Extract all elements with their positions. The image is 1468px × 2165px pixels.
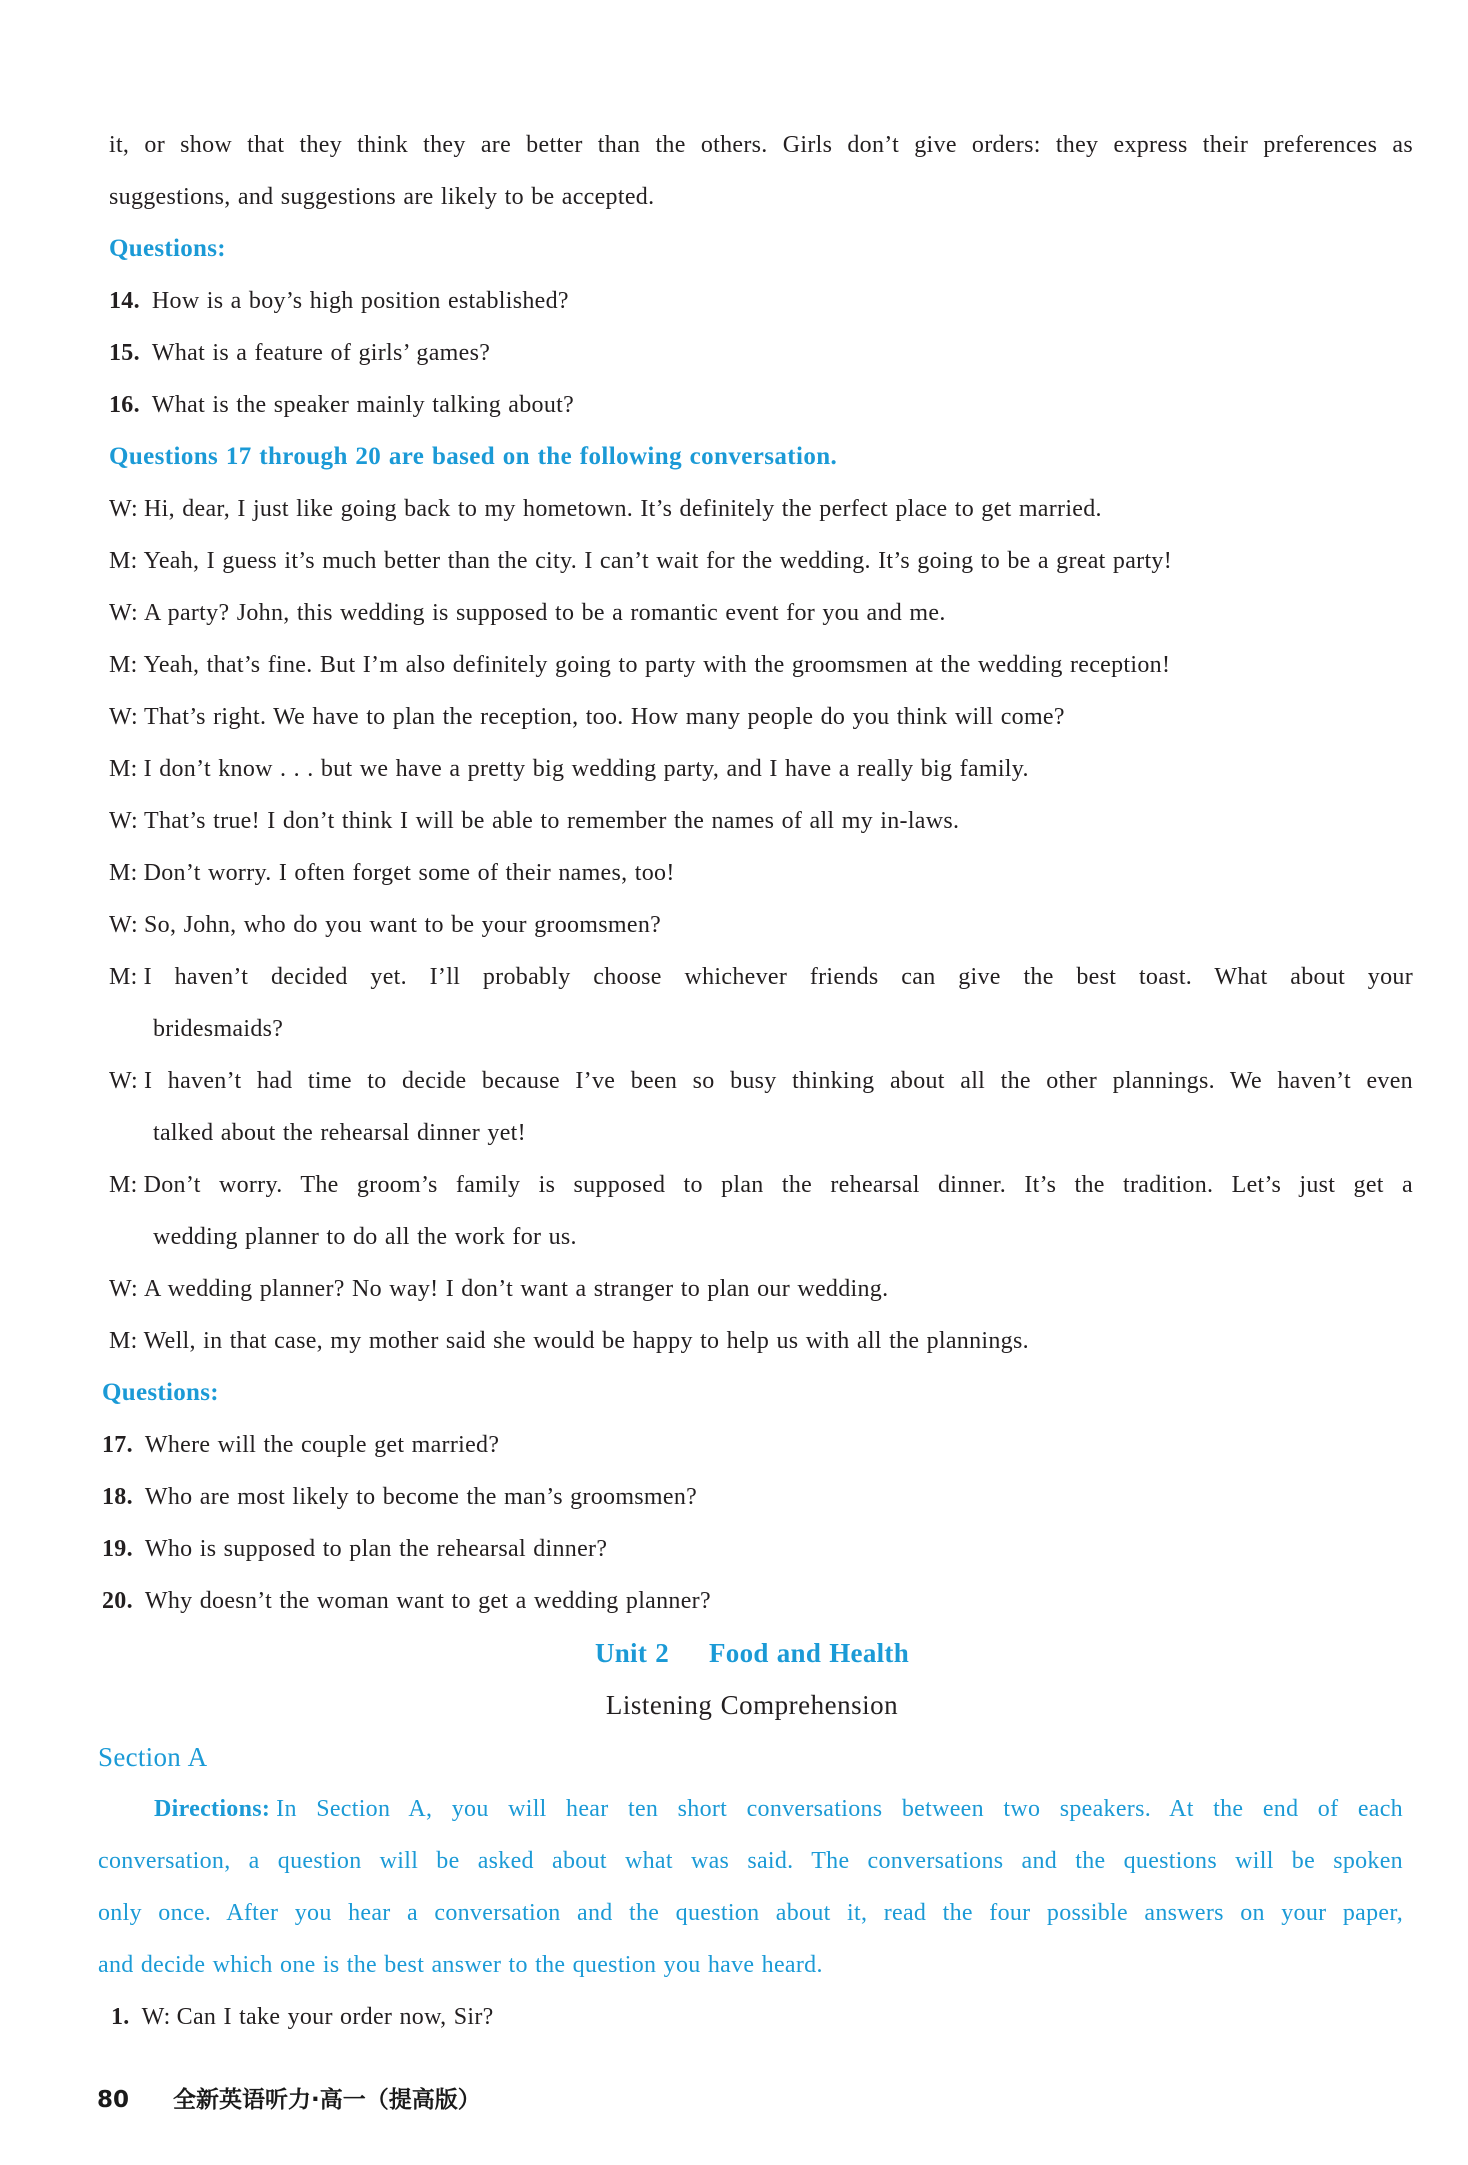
speaker-label: M: <box>109 548 138 574</box>
dialogue-line <box>109 691 1413 743</box>
question-text: What is the speaker mainly talking about? <box>151 392 575 418</box>
question-number: 19. <box>102 1536 133 1562</box>
paragraph-line: suggestions, and suggestions are likely to be accepted. <box>109 184 655 210</box>
unit-heading <box>100 1627 1404 1731</box>
question-item <box>102 1471 1406 1523</box>
question-number: 14. <box>109 288 140 314</box>
question-item <box>102 1419 1406 1471</box>
dialogue-text: Yeah, I guess it’s much better than the city. I can’t wait for the wedding. It’s going to be a great party! <box>143 548 1173 574</box>
transcript-part-2 <box>102 1367 1406 1627</box>
dialogue-text: A wedding planner? No way! I don’t want a stranger to plan our wedding. <box>144 1276 889 1302</box>
question-text: Where will the couple get married? <box>144 1432 500 1458</box>
speaker-label: W: <box>141 2004 171 2030</box>
question-number: 16. <box>109 392 140 418</box>
speaker-label: W: <box>109 704 139 730</box>
dialogue-line <box>109 1263 1413 1315</box>
question-item <box>102 1575 1406 1627</box>
directions-line <box>98 1783 1403 1835</box>
page-footer <box>97 2083 481 2117</box>
dialogue-line <box>109 1055 1413 1107</box>
dialogue-continuation: talked about the rehearsal dinner yet! <box>153 1120 526 1146</box>
speaker-label: M: <box>109 1328 138 1354</box>
speaker-label: M: <box>109 756 138 782</box>
question-item <box>109 379 1413 431</box>
dialogue-text: Don’t worry. I often forget some of their names, too! <box>143 860 675 886</box>
question-item <box>98 1991 1403 2043</box>
speaker-label: M: <box>109 860 138 886</box>
question-text: Who is supposed to plan the rehearsal dinner? <box>144 1536 608 1562</box>
speaker-label: W: <box>109 808 139 834</box>
unit-subtitle: Listening Comprehension <box>605 1690 899 1720</box>
unit-name: Food and Health <box>709 1638 910 1668</box>
dialogue-text: Can I take your order now, Sir? <box>176 2004 494 2030</box>
directions-line: conversation, a question will be asked about what was said. The conversations and the questions will be spoken <box>98 1848 1403 1874</box>
question-number: 17. <box>102 1432 133 1458</box>
dialogue-line <box>109 743 1413 795</box>
directions-text: In Section A, you will hear ten short conversations between two speakers. At the end of each <box>276 1796 1403 1822</box>
directions-label: Directions: <box>154 1796 271 1822</box>
question-item <box>109 275 1413 327</box>
speaker-label: M: <box>109 652 138 678</box>
conversation-heading: Questions 17 through 20 are based on the following conversation. <box>109 443 838 470</box>
dialogue-line <box>109 639 1413 691</box>
question-number: 15. <box>109 340 140 366</box>
dialogue-text: A party? John, this wedding is supposed to be a romantic event for you and me. <box>144 600 946 626</box>
page-number: 80 <box>97 2087 130 2113</box>
dialogue-text: I haven’t decided yet. I’ll probably choose whichever friends can give the best toast. What about your <box>143 964 1413 990</box>
unit-title <box>100 1627 1404 1679</box>
dialogue-line <box>109 899 1413 951</box>
dialogue-text: I haven’t had time to decide because I’ve been so busy thinking about all the other plannings. We haven’t even <box>144 1068 1413 1094</box>
question-item <box>109 327 1413 379</box>
question-text: Why doesn’t the woman want to get a wedding planner? <box>144 1588 711 1614</box>
speaker-label: W: <box>109 912 139 938</box>
dialogue-text: Hi, dear, I just like going back to my hometown. It’s definitely the perfect place to get married. <box>144 496 1102 522</box>
dialogue-text: So, John, who do you want to be your groomsmen? <box>144 912 662 938</box>
directions-line: only once. After you hear a conversation and the question about it, read the four possible answers on your paper, <box>98 1900 1403 1926</box>
dialogue-line <box>109 795 1413 847</box>
questions-heading: Questions: <box>102 1379 219 1406</box>
questions-heading: Questions: <box>109 235 226 262</box>
dialogue-line <box>109 1315 1413 1367</box>
dialogue-continuation: bridesmaids? <box>153 1016 284 1042</box>
speaker-label: W: <box>109 1276 139 1302</box>
dialogue-text: I don’t know . . . but we have a pretty big wedding party, and I have a really big family. <box>143 756 1029 782</box>
question-item <box>102 1523 1406 1575</box>
page-content <box>0 119 1468 2043</box>
question-text: What is a feature of girls’ games? <box>151 340 491 366</box>
speaker-label: W: <box>109 496 139 522</box>
question-number: 18. <box>102 1484 133 1510</box>
dialogue-line <box>109 483 1413 535</box>
speaker-label: M: <box>109 964 138 990</box>
speaker-label: W: <box>109 600 139 626</box>
dialogue-text: Well, in that case, my mother said she would be happy to help us with all the plannings. <box>143 1328 1029 1354</box>
dialogue-continuation: wedding planner to do all the work for us. <box>153 1224 577 1250</box>
dialogue-line <box>109 951 1413 1003</box>
directions-line: and decide which one is the best answer to the question you have heard. <box>98 1952 823 1978</box>
dialogue-line <box>109 535 1413 587</box>
question-number: 20. <box>102 1588 133 1614</box>
unit-number: Unit 2 <box>594 1638 669 1668</box>
question-text: Who are most likely to become the man’s groomsmen? <box>144 1484 698 1510</box>
question-number: 1. <box>111 2004 130 2030</box>
dialogue-text: Don’t worry. The groom’s family is supposed to plan the rehearsal dinner. It’s the tradition. Let’s just get a <box>143 1172 1413 1198</box>
dialogue-text: That’s right. We have to plan the reception, too. How many people do you think will come? <box>144 704 1065 730</box>
dialogue-text: Yeah, that’s fine. But I’m also definitely going to party with the groomsmen at the wedding reception! <box>143 652 1171 678</box>
dialogue-line <box>109 587 1413 639</box>
dialogue-line <box>109 1159 1413 1211</box>
question-text: How is a boy’s high position established? <box>151 288 569 314</box>
section-a <box>98 1731 1403 2043</box>
dialogue-line <box>109 847 1413 899</box>
section-title: Section A <box>98 1742 208 1772</box>
speaker-label: W: <box>109 1068 139 1094</box>
transcript-part-1 <box>109 119 1413 1367</box>
speaker-label: M: <box>109 1172 138 1198</box>
dialogue-text: That’s true! I don’t think I will be able to remember the names of all my in-laws. <box>144 808 960 834</box>
book-title: 全新英语听力·高一（提高版） <box>173 2087 481 2113</box>
paragraph-line: it, or show that they think they are better than the others. Girls don’t give orders: they express their preferences as <box>109 132 1413 158</box>
